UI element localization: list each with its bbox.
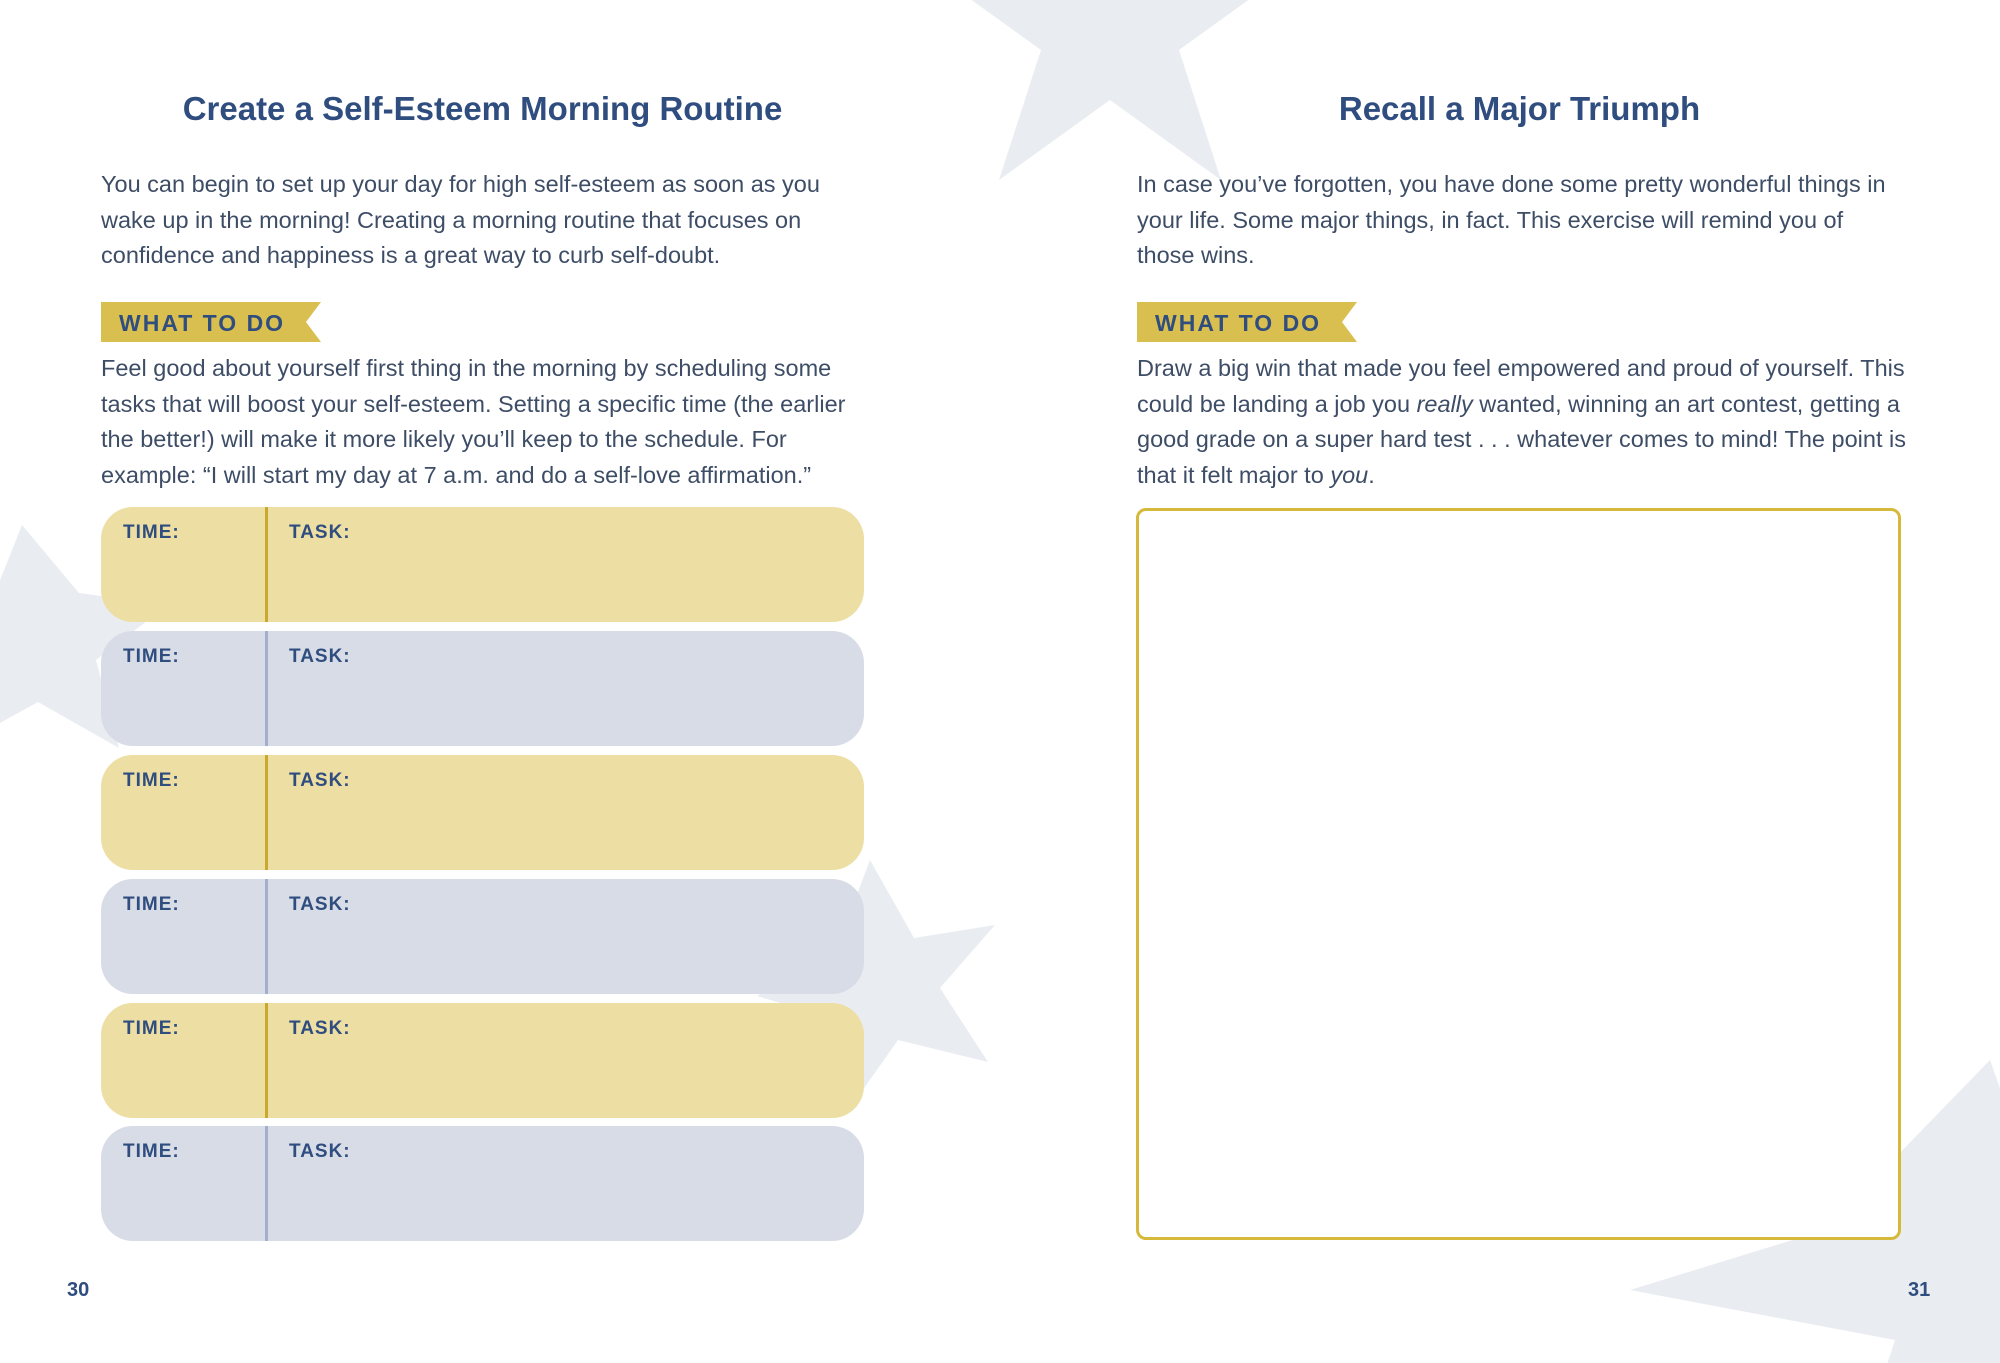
right-page (1000, 0, 2000, 1363)
instructions-text-3: . (1368, 461, 1375, 488)
task-label: TASK: (289, 646, 351, 667)
row-divider (265, 755, 268, 870)
banner-label: WHAT TO DO (119, 310, 286, 336)
intro-paragraph: In case you’ve forgotten, you have done some pretty wonderful things in your life. Some major things, in fact. This exercise will remind you of those wins. (1137, 171, 1886, 268)
task-label: TASK: (289, 770, 351, 791)
page-title: Recall a Major Triumph (1338, 90, 1701, 127)
time-label: TIME: (123, 770, 180, 791)
instructions-paragraph: Feel good about yourself first thing in the morning by scheduling some tasks that will boost your self-esteem. Setting a specific time (the earlier the better!) will make it more likely you’ll keep to the schedule. For example: “I will start my day at 7 a.m. and do a self-love affirmation.” (101, 355, 846, 488)
instructions-paragraph (1137, 351, 1907, 493)
intro-paragraph: You can begin to set up your day for high self-esteem as soon as you wake up in the morning! Creating a morning routine that focuses on confidence and happiness is a great way to curb self-doubt. (101, 171, 820, 268)
row-divider (265, 879, 268, 994)
page-number: 31 (1908, 1279, 1931, 1301)
task-label: TASK: (289, 1141, 351, 1162)
schedule-row[interactable] (101, 631, 864, 746)
time-label: TIME: (123, 894, 180, 915)
time-label: TIME: (123, 646, 180, 667)
instructions-emphasis-really: really (1416, 390, 1473, 417)
instructions-text-1: Draw a big win that made you feel empowered and proud of yourself. This could be landing a job you (1137, 355, 1905, 417)
instructions-text-2: wanted, winning an art contest, getting a good grade on a super hard test . . . whatever comes to mind! The point is that it felt major to (1137, 390, 1906, 488)
time-label: TIME: (123, 1141, 180, 1162)
task-label: TASK: (289, 894, 351, 915)
row-divider (265, 1003, 268, 1118)
time-label: TIME: (123, 1018, 180, 1039)
schedule-row[interactable] (101, 879, 864, 994)
row-divider (265, 507, 268, 622)
banner-label: WHAT TO DO (1155, 310, 1322, 336)
schedule-row[interactable] (101, 755, 864, 870)
schedule-row[interactable] (101, 1126, 864, 1241)
drawing-area[interactable] (1136, 508, 1901, 1240)
instructions-emphasis-you: you (1330, 461, 1369, 488)
row-divider (265, 1126, 268, 1241)
page-number: 30 (67, 1279, 90, 1301)
schedule-row[interactable] (101, 507, 864, 622)
task-label: TASK: (289, 1018, 351, 1039)
schedule-row[interactable] (101, 1003, 864, 1118)
row-divider (265, 631, 268, 746)
task-label: TASK: (289, 522, 351, 543)
time-label: TIME: (123, 522, 180, 543)
page-title: Create a Self-Esteem Morning Routine (182, 90, 783, 127)
